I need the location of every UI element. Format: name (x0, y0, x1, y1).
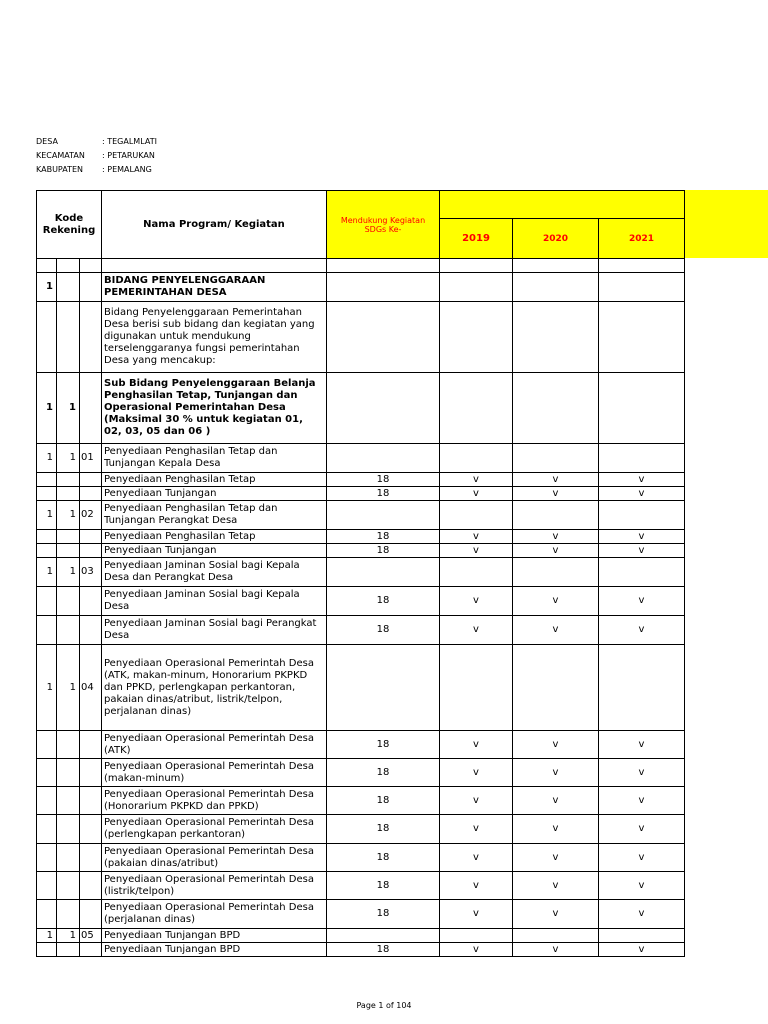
kode-3-cell: 05 (80, 929, 102, 943)
year-2019-header: 2019 (440, 219, 513, 259)
year-2021-cell: v (599, 787, 685, 815)
sdg-cell (327, 302, 440, 373)
table-row (37, 487, 685, 501)
year-2021-cell (599, 302, 685, 373)
kode-1-cell (37, 759, 57, 787)
sdg-cell (327, 501, 440, 530)
year-2019-cell (440, 501, 513, 530)
sdg-cell: 18 (327, 487, 440, 501)
kode-1-cell (37, 473, 57, 487)
year-2020-cell (513, 259, 599, 273)
year-2020-cell (513, 501, 599, 530)
year-2020-cell: v (513, 759, 599, 787)
year-2021-cell: v (599, 943, 685, 957)
year-2021-cell: v (599, 844, 685, 872)
table-row (37, 731, 685, 759)
year-2021-cell: v (599, 544, 685, 558)
sdg-cell (327, 259, 440, 273)
kode-2-cell (57, 587, 80, 616)
table-row (37, 501, 685, 530)
program-name-cell: Penyediaan Operasional Pemerintah Desa (ATK, makan-minum, Honorarium PKPKD dan PPKD, perlengkapan perkantoran, pakaian dinas/atribut, listrik/telpon, perjalanan dinas) (102, 645, 327, 731)
table-row (37, 473, 685, 487)
kode-3-cell (80, 530, 102, 544)
kode-1-cell (37, 616, 57, 645)
sdg-cell (327, 444, 440, 473)
page-number: Page 1 of 104 (356, 1001, 412, 1010)
kode-3-cell: 01 (80, 444, 102, 473)
year-2019-cell: v (440, 759, 513, 787)
year-2020-cell: v (513, 473, 599, 487)
table-row (37, 373, 685, 444)
kode-2-cell: 1 (57, 444, 80, 473)
year-2020-cell: v (513, 943, 599, 957)
year-2020-cell (513, 645, 599, 731)
kode-2-cell: 1 (57, 558, 80, 587)
year-2019-cell: v (440, 731, 513, 759)
table-row (37, 587, 685, 616)
year-2019-cell: v (440, 787, 513, 815)
year-2019-cell: v (440, 872, 513, 900)
year-2019-cell (440, 259, 513, 273)
kode-3-cell (80, 815, 102, 844)
kode-2-cell (57, 544, 80, 558)
kode-3-cell (80, 900, 102, 929)
program-name-cell: Penyediaan Penghasilan Tetap (102, 473, 327, 487)
kode-3-cell: 03 (80, 558, 102, 587)
program-name-cell: Penyediaan Penghasilan Tetap dan Tunjangan Kepala Desa (102, 444, 327, 473)
kode-2-cell (57, 302, 80, 373)
sdg-cell (327, 558, 440, 587)
table-row (37, 558, 685, 587)
year-2020-cell (513, 302, 599, 373)
sdg-cell: 18 (327, 900, 440, 929)
sdg-cell: 18 (327, 844, 440, 872)
table-row (37, 259, 685, 273)
header-desa (36, 137, 157, 147)
kode-3-cell (80, 616, 102, 645)
year-2019-cell (440, 929, 513, 943)
kode-2-cell (57, 731, 80, 759)
year-2020-cell: v (513, 731, 599, 759)
kode-3-cell (80, 731, 102, 759)
kode-1-cell: 1 (37, 558, 57, 587)
program-table (36, 190, 685, 957)
year-2021-cell (599, 645, 685, 731)
table-row (37, 616, 685, 645)
kode-3-cell (80, 544, 102, 558)
kode-1-cell (37, 487, 57, 501)
year-2020-cell (513, 558, 599, 587)
year-2019-cell (440, 444, 513, 473)
sdg-cell (327, 273, 440, 302)
sdg-cell (327, 929, 440, 943)
kode-1-cell (37, 844, 57, 872)
kode-2-cell (57, 273, 80, 302)
header-kabupaten (36, 165, 152, 175)
program-name-cell: Bidang Penyelenggaraan Pemerintahan Desa berisi sub bidang dan kegiatan yang digunakan untuk mendukung terselenggaranya fungsi pemerintahan Desa yang mencakup: (102, 302, 327, 373)
year-2021-cell: v (599, 872, 685, 900)
year-2021-cell: v (599, 473, 685, 487)
desa-value: : TEGALMLATI (102, 137, 157, 146)
sdg-cell: 18 (327, 943, 440, 957)
sdg-cell: 18 (327, 616, 440, 645)
kode-2-cell (57, 259, 80, 273)
kode-2-cell (57, 844, 80, 872)
kode-1-cell (37, 787, 57, 815)
program-name-cell: Penyediaan Penghasilan Tetap dan Tunjangan Perangkat Desa (102, 501, 327, 530)
table-row (37, 844, 685, 872)
program-name-cell: Penyediaan Tunjangan BPD (102, 943, 327, 957)
kode-2-cell (57, 530, 80, 544)
program-name-cell: Penyediaan Operasional Pemerintah Desa (perjalanan dinas) (102, 900, 327, 929)
sdg-cell: 18 (327, 872, 440, 900)
kode-1-cell (37, 872, 57, 900)
col-sdg-header: Mendukung Kegiatan SDGs Ke- (327, 191, 440, 259)
year-2019-cell: v (440, 844, 513, 872)
kode-3-cell (80, 302, 102, 373)
year-2021-cell (599, 501, 685, 530)
year-2021-cell: v (599, 815, 685, 844)
desa-label: DESA (36, 137, 58, 146)
year-2019-cell: v (440, 544, 513, 558)
kode-1-cell: 1 (37, 373, 57, 444)
year-2019-cell: v (440, 587, 513, 616)
year-2019-cell: v (440, 943, 513, 957)
kode-1-cell: 1 (37, 929, 57, 943)
year-2019-cell (440, 273, 513, 302)
table-row (37, 787, 685, 815)
table-row (37, 544, 685, 558)
program-name-cell: Penyediaan Jaminan Sosial bagi Perangkat Desa (102, 616, 327, 645)
program-name-cell: Penyediaan Operasional Pemerintah Desa (Honorarium PKPKD dan PPKD) (102, 787, 327, 815)
table-row (37, 645, 685, 731)
year-2021-cell: v (599, 616, 685, 645)
sdg-cell: 18 (327, 544, 440, 558)
program-name-cell: Penyediaan Operasional Pemerintah Desa (pakaian dinas/atribut) (102, 844, 327, 872)
year-2019-cell (440, 645, 513, 731)
kode-1-cell (37, 731, 57, 759)
sdg-cell (327, 373, 440, 444)
kode-2-cell: 1 (57, 501, 80, 530)
year-2020-cell: v (513, 487, 599, 501)
table-row (37, 759, 685, 787)
year-2021-cell: v (599, 587, 685, 616)
year-2020-cell: v (513, 815, 599, 844)
kode-3-cell (80, 759, 102, 787)
sdg-cell: 18 (327, 530, 440, 544)
sdg-cell: 18 (327, 587, 440, 616)
year-2020-cell (513, 373, 599, 444)
program-name-cell: Penyediaan Tunjangan BPD (102, 929, 327, 943)
year-2021-cell (599, 444, 685, 473)
program-name-cell: BIDANG PENYELENGGARAAN PEMERINTAHAN DESA (102, 273, 327, 302)
year-2020-cell: v (513, 872, 599, 900)
table-row (37, 943, 685, 957)
kode-1-cell (37, 259, 57, 273)
year-2019-cell (440, 302, 513, 373)
kode-3-cell (80, 787, 102, 815)
year-2020-cell: v (513, 544, 599, 558)
kode-1-cell: 1 (37, 645, 57, 731)
kode-1-cell (37, 900, 57, 929)
table-row (37, 900, 685, 929)
program-name-cell: Sub Bidang Penyelenggaraan Belanja Penghasilan Tetap, Tunjangan dan Operasional Pemerintahan Desa (Maksimal 30 % untuk kegiatan 01, 02, 03, 05 dan 06 ) (102, 373, 327, 444)
kode-3-cell (80, 373, 102, 444)
kode-2-cell (57, 616, 80, 645)
year-2019-cell: v (440, 815, 513, 844)
program-name-cell: Penyediaan Tunjangan (102, 544, 327, 558)
program-name-cell: Penyediaan Tunjangan (102, 487, 327, 501)
year-2020-cell: v (513, 844, 599, 872)
kode-1-cell (37, 943, 57, 957)
program-name-cell (102, 259, 327, 273)
kode-3-cell (80, 872, 102, 900)
kode-3-cell: 04 (80, 645, 102, 731)
year-2021-cell: v (599, 731, 685, 759)
kode-3-cell (80, 943, 102, 957)
kode-1-cell (37, 587, 57, 616)
kode-3-cell (80, 487, 102, 501)
year-2021-cell (599, 273, 685, 302)
header-kecamatan (36, 151, 155, 161)
kode-1-cell (37, 302, 57, 373)
sdg-cell: 18 (327, 787, 440, 815)
year-2021-cell: v (599, 759, 685, 787)
table-row (37, 444, 685, 473)
kecamatan-label: KECAMATAN (36, 151, 85, 160)
year-group-header (440, 191, 685, 219)
sdg-cell: 18 (327, 473, 440, 487)
kabupaten-label: KABUPATEN (36, 165, 84, 174)
program-name-cell: Penyediaan Operasional Pemerintah Desa (ATK) (102, 731, 327, 759)
program-name-cell: Penyediaan Jaminan Sosial bagi Kepala Desa (102, 587, 327, 616)
year-2019-cell (440, 373, 513, 444)
year-2021-header: 2021 (599, 219, 685, 259)
kode-1-cell (37, 530, 57, 544)
table-row (37, 302, 685, 373)
year-2020-cell: v (513, 616, 599, 645)
year-2020-cell (513, 929, 599, 943)
kode-1-cell (37, 544, 57, 558)
table-row (37, 273, 685, 302)
year-2021-cell: v (599, 900, 685, 929)
kode-2-cell: 1 (57, 645, 80, 731)
col-nama-header: Nama Program/ Kegiatan (102, 191, 327, 259)
kode-3-cell (80, 844, 102, 872)
year-2021-cell (599, 259, 685, 273)
year-2019-cell: v (440, 530, 513, 544)
year-2020-cell: v (513, 530, 599, 544)
year-2020-header: 2020 (513, 219, 599, 259)
year-2020-cell (513, 444, 599, 473)
year-2019-cell: v (440, 487, 513, 501)
kode-3-cell (80, 259, 102, 273)
table-body (37, 259, 685, 957)
kode-2-cell (57, 943, 80, 957)
year-2020-cell: v (513, 787, 599, 815)
table-row (37, 872, 685, 900)
kode-2-cell (57, 900, 80, 929)
sdg-cell: 18 (327, 759, 440, 787)
kode-1-cell: 1 (37, 501, 57, 530)
program-name-cell: Penyediaan Operasional Pemerintah Desa (perlengkapan perkantoran) (102, 815, 327, 844)
kode-2-cell (57, 473, 80, 487)
kode-1-cell: 1 (37, 444, 57, 473)
kode-3-cell (80, 473, 102, 487)
year-2019-cell: v (440, 900, 513, 929)
year-2021-cell: v (599, 487, 685, 501)
kode-2-cell: 1 (57, 373, 80, 444)
header-highlight-extension (685, 190, 768, 258)
sdg-cell (327, 645, 440, 731)
year-2021-cell (599, 929, 685, 943)
kecamatan-value: : PETARUKAN (102, 151, 155, 160)
table-row (37, 530, 685, 544)
year-2021-cell (599, 373, 685, 444)
program-name-cell: Penyediaan Operasional Pemerintah Desa (listrik/telpon) (102, 872, 327, 900)
kode-1-cell (37, 815, 57, 844)
kode-3-cell: 02 (80, 501, 102, 530)
kode-2-cell (57, 787, 80, 815)
year-2020-cell (513, 273, 599, 302)
year-2020-cell: v (513, 900, 599, 929)
table-row (37, 815, 685, 844)
kode-2-cell (57, 815, 80, 844)
kode-2-cell: 1 (57, 929, 80, 943)
kode-1-cell: 1 (37, 273, 57, 302)
sdg-cell: 18 (327, 815, 440, 844)
year-2021-cell (599, 558, 685, 587)
year-2021-cell: v (599, 530, 685, 544)
year-2019-cell: v (440, 473, 513, 487)
kabupaten-value: : PEMALANG (102, 165, 152, 174)
col-kode-header: Kode Rekening (37, 191, 102, 259)
kode-3-cell (80, 587, 102, 616)
kode-2-cell (57, 872, 80, 900)
kode-2-cell (57, 759, 80, 787)
year-2020-cell: v (513, 587, 599, 616)
year-2019-cell (440, 558, 513, 587)
table-row (37, 929, 685, 943)
kode-2-cell (57, 487, 80, 501)
year-2019-cell: v (440, 616, 513, 645)
kode-3-cell (80, 273, 102, 302)
program-name-cell: Penyediaan Operasional Pemerintah Desa (makan-minum) (102, 759, 327, 787)
program-name-cell: Penyediaan Penghasilan Tetap (102, 530, 327, 544)
program-name-cell: Penyediaan Jaminan Sosial bagi Kepala Desa dan Perangkat Desa (102, 558, 327, 587)
sdg-cell: 18 (327, 731, 440, 759)
